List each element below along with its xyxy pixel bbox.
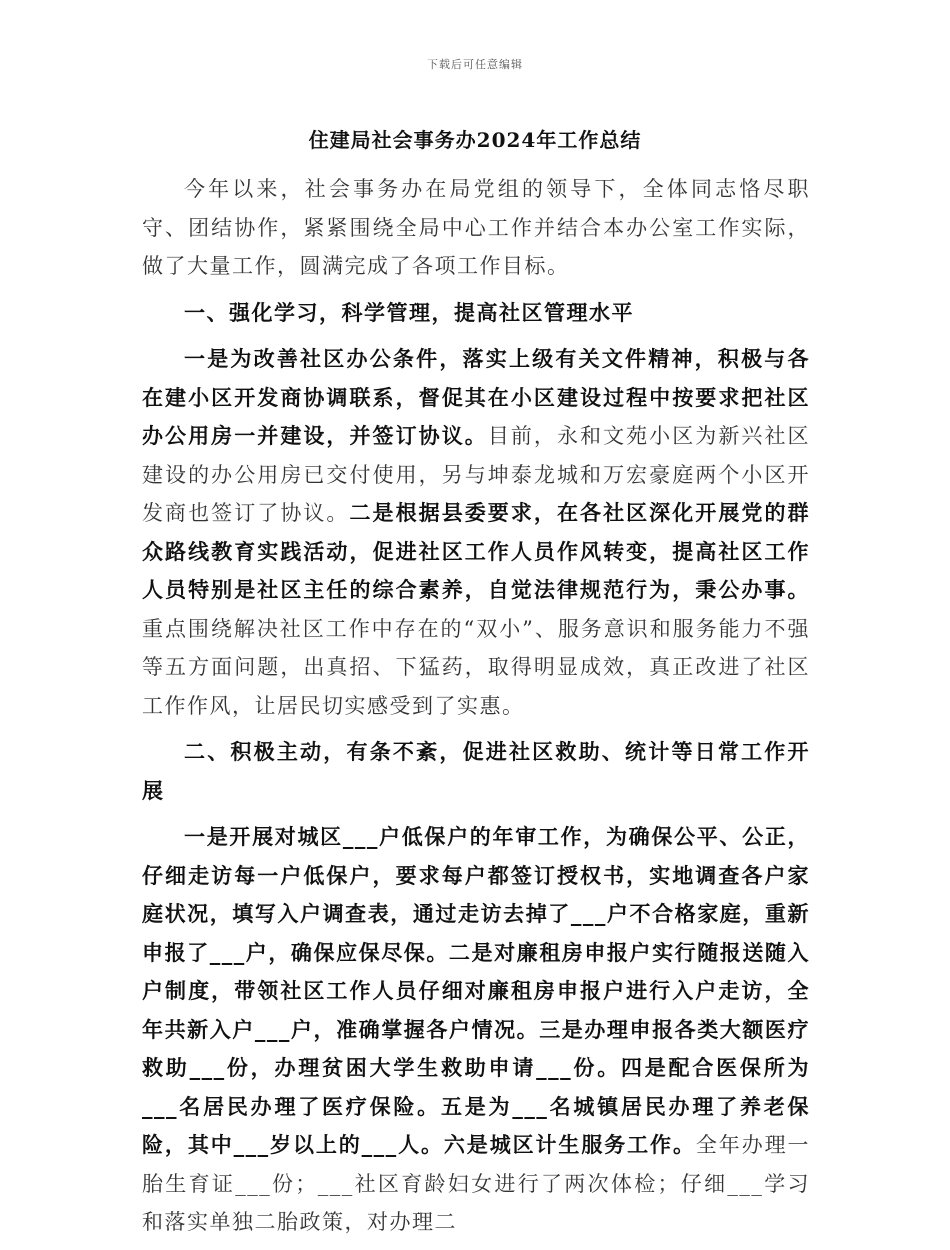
section-2-heading: 二、积极主动，有条不紊，促进社区救助、统计等日常工作开展 (142, 739, 810, 803)
section-1-p2-normal: 重点围绕解决社区工作中存在的“双小”、服务意识和服务能力不强等五方面问题，出真招、下猛药，取得明显成效，真正改进了社区工作作风，让居民切实感受到了实惠。 (142, 616, 810, 718)
document-body (142, 170, 810, 1250)
section-1-p1-bold: 一是为改善社区办公条件，落实上级有关文件精神，积极与各在建小区开发商协调联系，督促其在小区建设过程中按要求把社区办公用房一并建设，并签订协议。 (142, 346, 810, 448)
header-note: 下载后可任意编辑 (427, 58, 523, 71)
document-title: 住建局社会事务办2024年工作总结 (308, 128, 642, 152)
section-1-heading: 一、强化学习，科学管理，提高社区管理水平 (184, 299, 634, 325)
section-1-paragraph (142, 340, 810, 725)
section-2-paragraph (142, 818, 810, 1242)
section-2-p-normal: 全年办理一胎生育证___份；___社区育龄妇女进行了两次体检；仔细___学习和落实单独二胎政策，对办理二 (142, 1133, 811, 1234)
intro-paragraph: 今年以来，社会事务办在局党组的领导下，全体同志恪尽职守、团结协作，紧紧围绕全局中心工作并结合本办公室工作实际，做了大量工作，圆满完成了各项工作目标。 (142, 177, 810, 278)
section-1-p2-bold: 二是根据县委要求，在各社区深化开展党的群众路线教育实践活动，促进社区工作人员作风转变，提高社区工作人员特别是社区主任的综合素养，自觉法律规范行为，秉公办事。 (142, 500, 811, 602)
section-2-p-bold: 一是开展对城区___户低保户的年审工作，为确保公平、公正，仔细走访每一户低保户，要求每户都签订授权书，实地调查各户家庭状况，填写入户调查表，通过走访去掉了___户不合格家庭，重新申报了___户，确保应保尽保。二是对廉租房申报户实行随报送随入户制度，带领社区工作人员仔细对廉租房申报户进行入户走访，全年共新入户___户，准确掌握各户情况。三是办理申报各类大额医疗救助___份，办理贫困大学生救助申请___份。四是配合医保所为___名居民办理了医疗保险。五是为___名城镇居民办理了养老保险，其中___岁以上的___人。六是城区计生服务工作。 (142, 824, 810, 1157)
section-1-p1-normal: 目前，永和文苑小区为新兴社区建设的办公用房已交付使用，另与坤泰龙城和万宏豪庭两个小区开发商也签订了协议。 (142, 424, 811, 525)
